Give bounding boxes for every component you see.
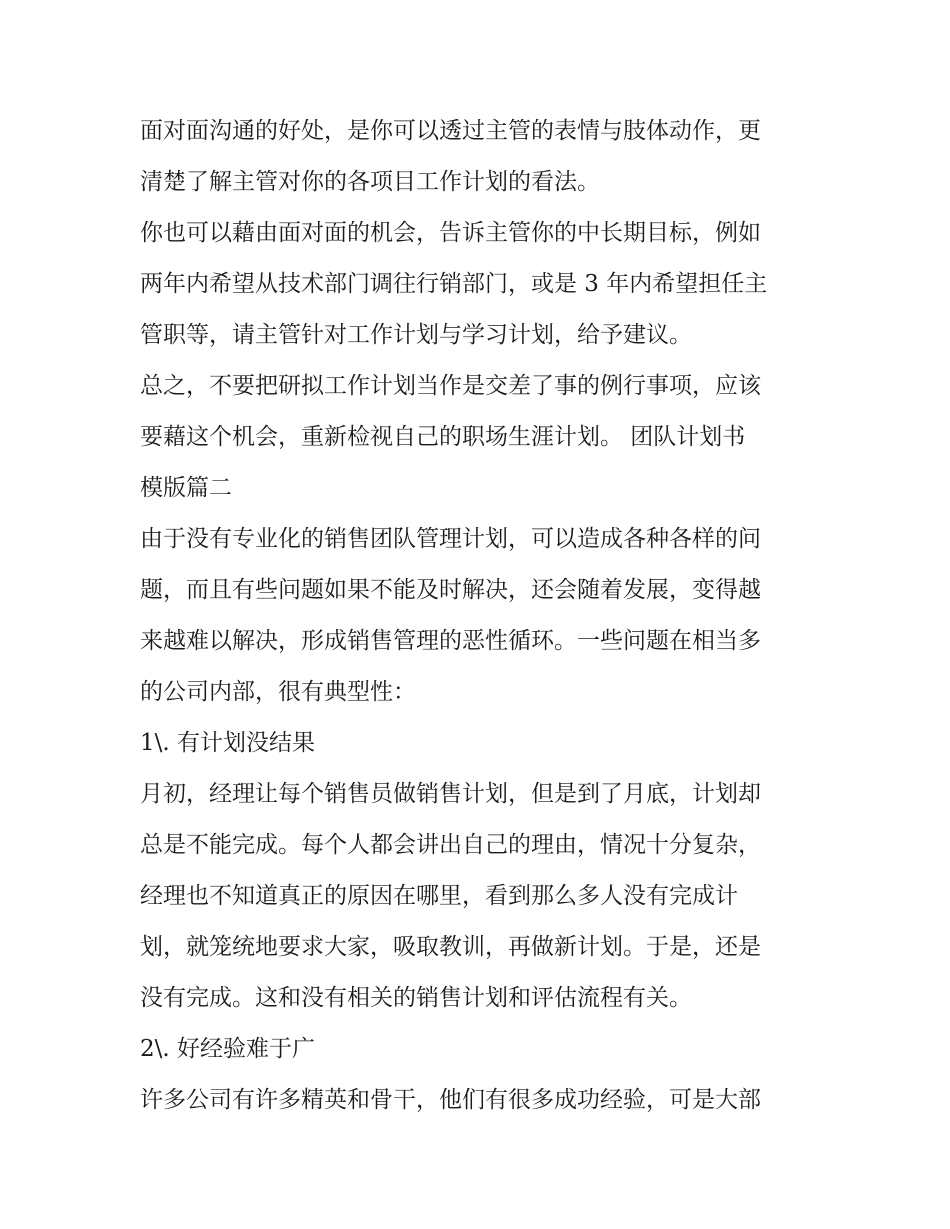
text-line-3: 你也可以藉由面对面的机会，告诉主管你的中长期目标，例如 xyxy=(140,220,761,246)
list-heading-2: 2\. 好经验难于广 xyxy=(140,1036,316,1062)
text-line-5: 管职等，请主管针对工作计划与学习计划，给予建议。 xyxy=(140,322,692,348)
text-line-12: 的公司内部，很有典型性： xyxy=(140,679,416,705)
text-line-7: 要藉这个机会，重新检视自己的职场生涯计划。 团队计划书 xyxy=(140,424,746,450)
text-line-17: 划，就笼统地要求大家，吸取教训，再做新计划。于是，还是 xyxy=(140,934,761,960)
text-line-20: 许多公司有许多精英和骨干，他们有很多成功经验，可是大部 xyxy=(140,1087,761,1113)
text-line-6: 总之，不要把研拟工作计划当作是交差了事的例行事项，应该 xyxy=(140,373,761,399)
text-line-9: 由于没有专业化的销售团队管理计划，可以造成各种各样的问 xyxy=(140,526,761,552)
text-line-15: 总是不能完成。每个人都会讲出自己的理由，情况十分复杂， xyxy=(140,832,761,858)
text-line-4: 两年内希望从技术部门调往行销部门，或是 3 年内希望担任主 xyxy=(140,271,768,297)
text-line-14: 月初，经理让每个销售员做销售计划，但是到了月底，计划却 xyxy=(140,781,761,807)
text-line-16: 经理也不知道真正的原因在哪里，看到那么多人没有完成计 xyxy=(140,883,738,909)
text-line-18: 没有完成。这和没有相关的销售计划和评估流程有关。 xyxy=(140,985,692,1011)
section-heading: 模版篇二 xyxy=(140,475,232,501)
document-body xyxy=(140,106,840,1126)
text-line-10: 题，而且有些问题如果不能及时解决，还会随着发展，变得越 xyxy=(140,577,761,603)
text-line-11: 来越难以解决，形成销售管理的恶性循环。一些问题在相当多 xyxy=(140,628,761,654)
list-heading-1: 1\. 有计划没结果 xyxy=(140,730,316,756)
text-line-1: 面对面沟通的好处，是你可以透过主管的表情与肢体动作，更 xyxy=(140,118,761,144)
text-line-2: 清楚了解主管对你的各项目工作计划的看法。 xyxy=(140,169,600,195)
